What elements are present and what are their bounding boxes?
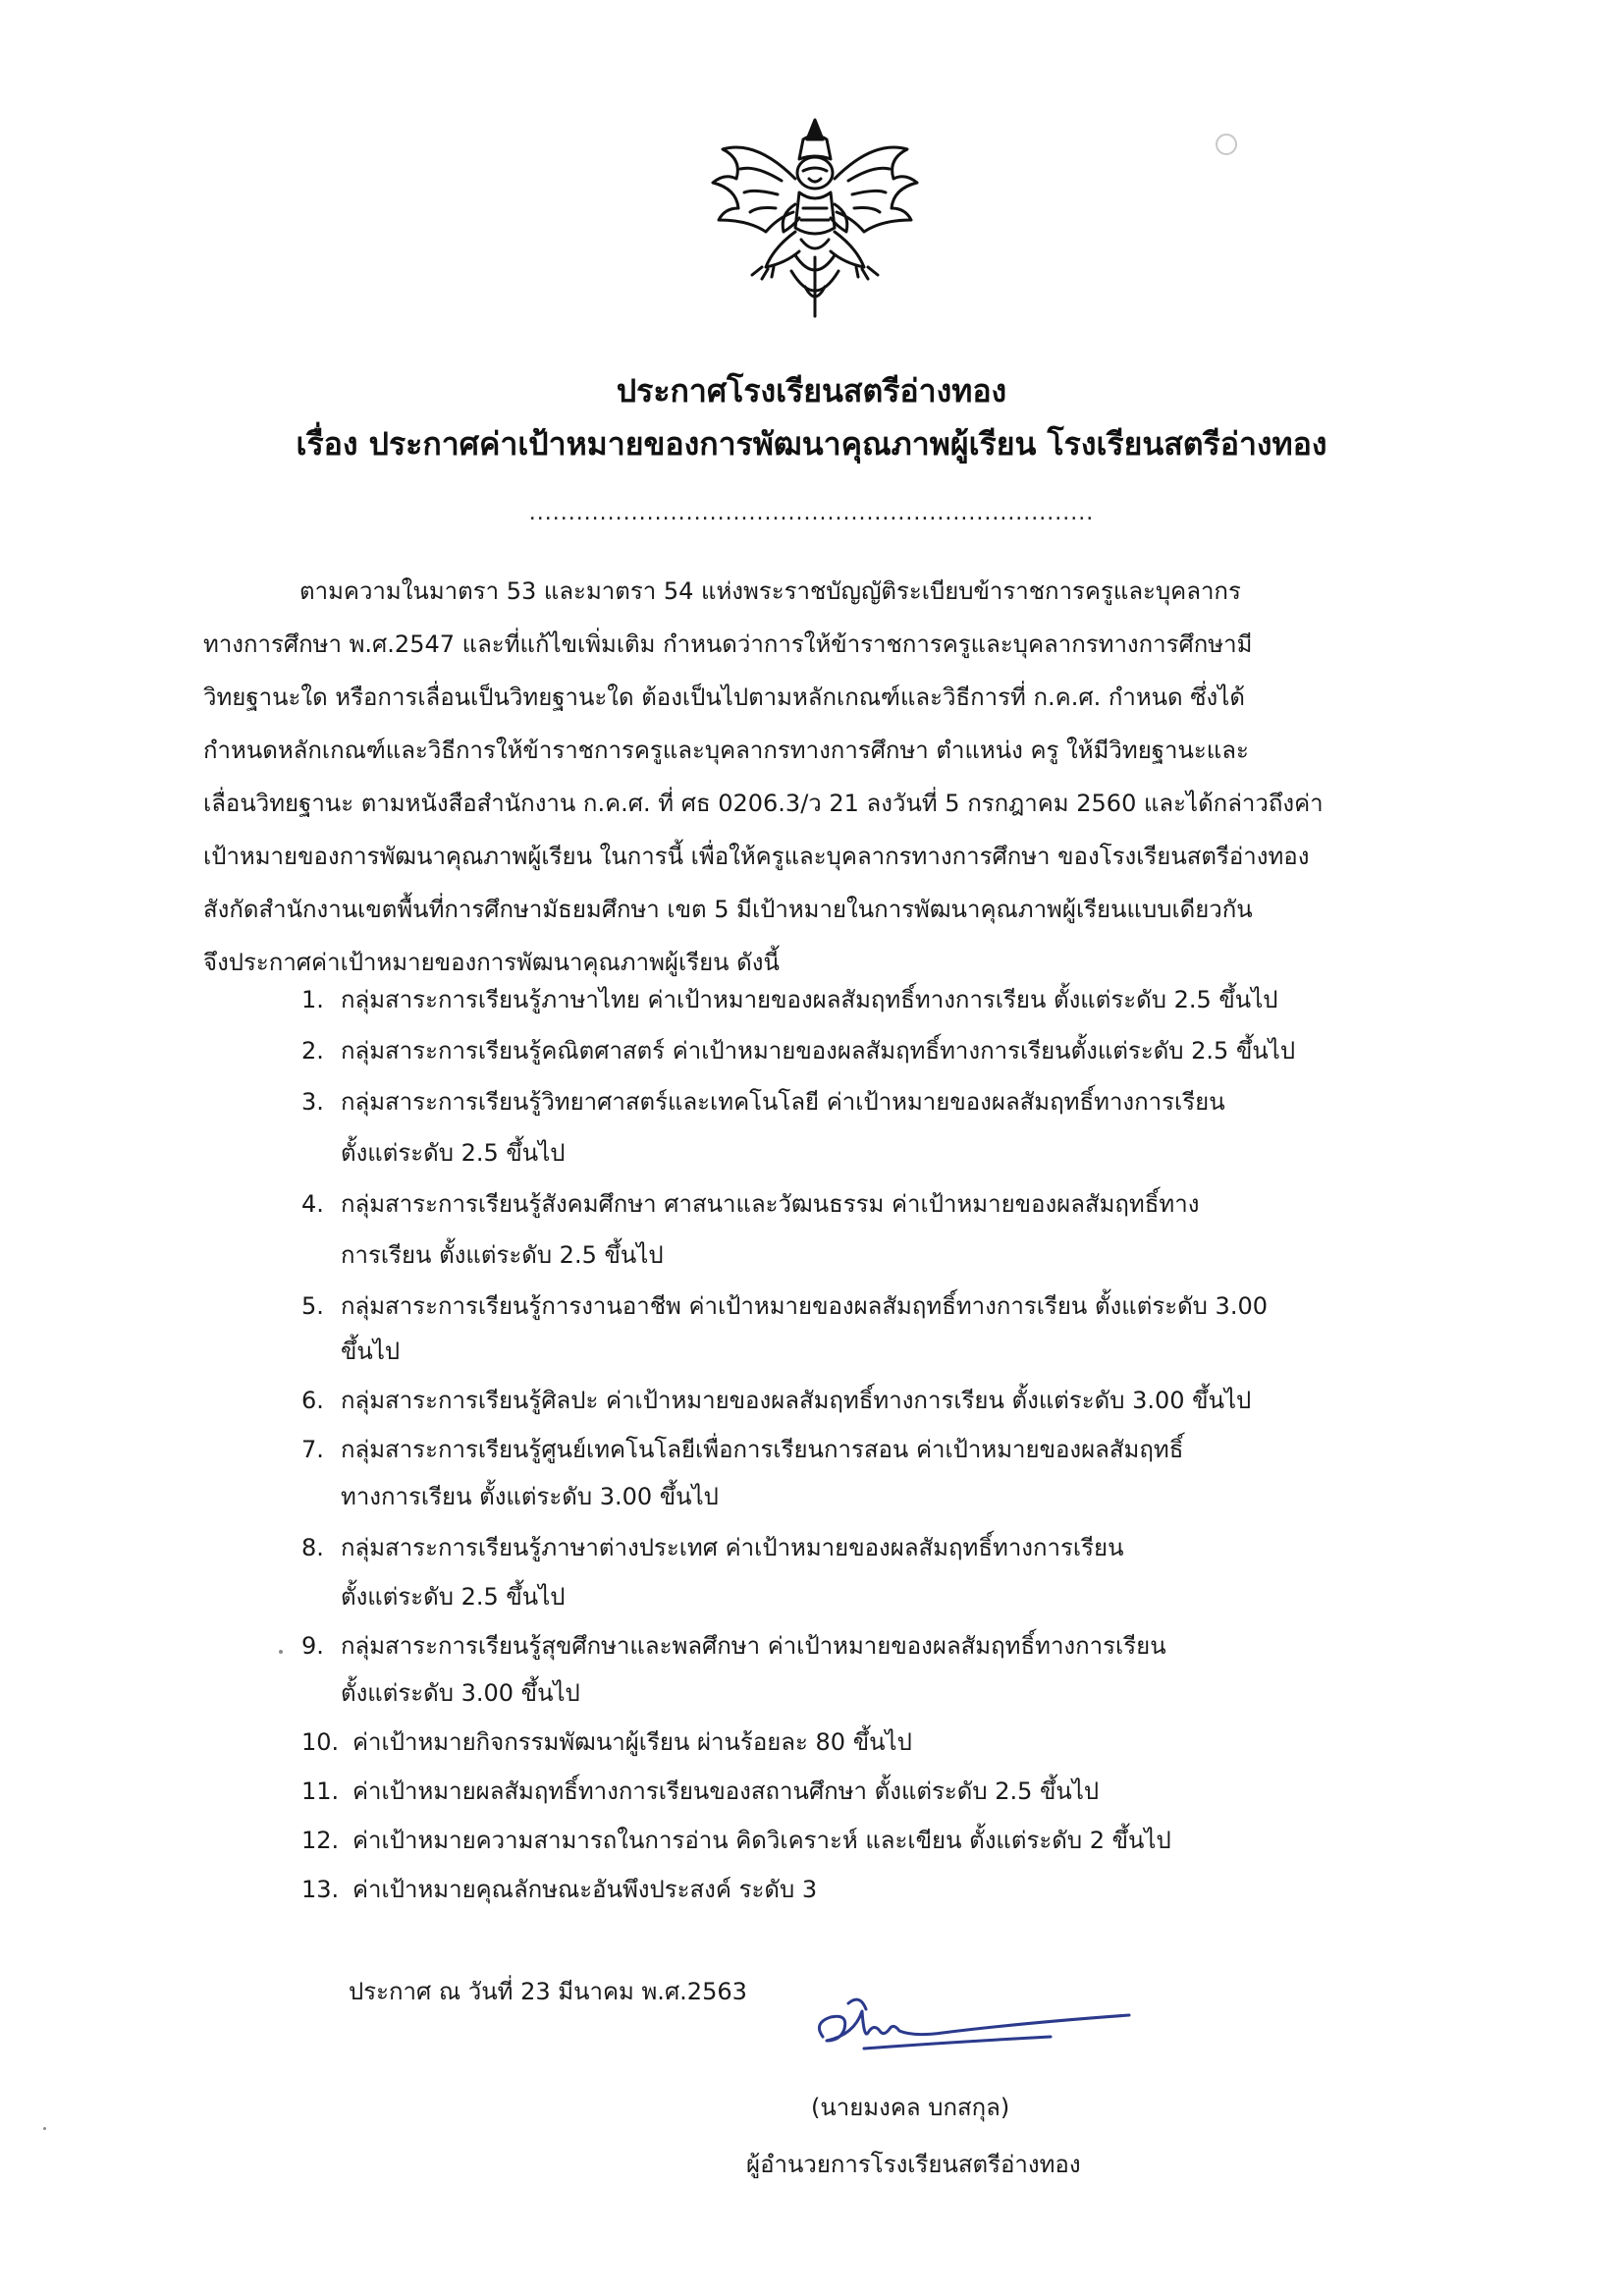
title-separator: ........................................................................ (528, 501, 1095, 525)
paragraph-line: ตามความในมาตรา 53 และมาตรา 54 แห่งพระราชบัญญัติระเบียบข้าราชการครูและบุคลากร (299, 577, 1241, 605)
scan-speck (1216, 134, 1237, 155)
paragraph-line: จึงประกาศค่าเป้าหมายของการพัฒนาคุณภาพผู้เรียน ดังนี้ (203, 949, 780, 976)
list-item-text: กลุ่มสาระการเรียนรู้การงานอาชีพ ค่าเป้าหมายของผลสัมฤทธิ์ทางการเรียน ตั้งแต่ระดับ 3.00 (341, 1292, 1268, 1320)
signer-position: ผู้อำนวยการโรงเรียนสตรีอ่างทอง (746, 2151, 1081, 2178)
list-item (301, 1430, 1183, 1469)
list-item (301, 1381, 1251, 1420)
list-item-number: 1. (301, 986, 324, 1013)
list-item-continuation: ขึ้นไป (341, 1338, 401, 1365)
signature-icon (805, 1980, 1139, 2068)
scan-speck (43, 2127, 46, 2130)
list-item-number: 13. (301, 1876, 340, 1903)
document-subject: เรื่อง ประกาศค่าเป้าหมายของการพัฒนาคุณภาพผู้เรียน โรงเรียนสตรีอ่างทอง (296, 425, 1327, 463)
list-item-number: 9. (301, 1632, 324, 1660)
list-item-text: ค่าเป้าหมายกิจกรรมพัฒนาผู้เรียน ผ่านร้อยละ 80 ขึ้นไป (352, 1728, 912, 1756)
list-item (301, 1772, 1099, 1811)
list-item-text: กลุ่มสาระการเรียนรู้ภาษาต่างประเทศ ค่าเป้าหมายของผลสัมฤทธิ์ทางการเรียน (341, 1534, 1124, 1561)
list-item-text: กลุ่มสาระการเรียนรู้สุขศึกษาและพลศึกษา ค่าเป้าหมายของผลสัมฤทธิ์ทางการเรียน (341, 1632, 1166, 1660)
scan-speck (279, 1650, 283, 1654)
list-item-number: 2. (301, 1037, 324, 1065)
list-item (301, 1031, 1295, 1070)
list-item-number: 3. (301, 1088, 324, 1116)
list-item-text: ค่าเป้าหมายผลสัมฤทธิ์ทางการเรียนของสถานศึกษา ตั้งแต่ระดับ 2.5 ขึ้นไป (352, 1777, 1100, 1805)
paragraph-line: ทางการศึกษา พ.ศ.2547 และที่แก้ไขเพิ่มเติม กำหนดว่าการให้ข้าราชการครูและบุคลากรทางการศึกษามี (203, 630, 1253, 658)
list-item (301, 1082, 1225, 1121)
list-item-continuation: การเรียน ตั้งแต่ระดับ 2.5 ขึ้นไป (341, 1241, 664, 1269)
list-item-text: กลุ่มสาระการเรียนรู้วิทยาศาสตร์และเทคโนโลยี ค่าเป้าหมายของผลสัมฤทธิ์ทางการเรียน (341, 1088, 1225, 1116)
list-item-text: กลุ่มสาระการเรียนรู้คณิตศาสตร์ ค่าเป้าหมายของผลสัมฤทธิ์ทางการเรียนตั้งแต่ระดับ 2.5 ขึ้นไป (341, 1037, 1296, 1065)
garuda-emblem-icon (697, 110, 933, 326)
declaration-date: ประกาศ ณ วันที่ 23 มีนาคม พ.ศ.2563 (349, 1978, 747, 2005)
list-item-continuation: ทางการเรียน ตั้งแต่ระดับ 3.00 ขึ้นไป (341, 1483, 719, 1510)
list-item-number: 4. (301, 1190, 324, 1218)
paragraph-line: วิทยฐานะใด หรือการเลื่อนเป็นวิทยฐานะใด ต้องเป็นไปตามหลักเกณฑ์และวิธีการที่ ก.ค.ศ. กำหนด ซึ่งได้ (203, 683, 1245, 711)
list-item (301, 1722, 912, 1762)
paragraph-line: เลื่อนวิทยฐานะ ตามหนังสือสำนักงาน ก.ค.ศ. ที่ ศธ 0206.3/ว 21 ลงวันที่ 5 กรกฎาคม 2560 และได้กล่าวถึงค่า (203, 790, 1324, 817)
list-item-text: กลุ่มสาระการเรียนรู้ภาษาไทย ค่าเป้าหมายของผลสัมฤทธิ์ทางการเรียน ตั้งแต่ระดับ 2.5 ขึ้นไป (341, 986, 1278, 1013)
list-item (301, 980, 1278, 1019)
list-item-text: กลุ่มสาระการเรียนรู้สังคมศึกษา ศาสนาและวัฒนธรรม ค่าเป้าหมายของผลสัมฤทธิ์ทาง (341, 1190, 1200, 1218)
list-item (301, 1626, 1166, 1666)
list-item (301, 1184, 1199, 1224)
signer-name: (นายมงคล บกสกุล) (811, 2094, 1010, 2121)
document-title: ประกาศโรงเรียนสตรีอ่างทอง (616, 372, 1007, 410)
list-item-continuation: ตั้งแต่ระดับ 2.5 ขึ้นไป (341, 1583, 566, 1611)
list-item-number: 8. (301, 1534, 324, 1561)
list-item-continuation: ตั้งแต่ระดับ 3.00 ขึ้นไป (341, 1679, 580, 1707)
list-item-number: 11. (301, 1777, 340, 1805)
list-item (301, 1286, 1268, 1326)
list-item-text: ค่าเป้าหมายความสามารถในการอ่าน คิดวิเคราะห์ และเขียน ตั้งแต่ระดับ 2 ขึ้นไป (352, 1827, 1171, 1854)
list-item (301, 1870, 817, 1909)
list-item-text: กลุ่มสาระการเรียนรู้ศูนย์เทคโนโลยีเพื่อการเรียนการสอน ค่าเป้าหมายของผลสัมฤทธิ์ (341, 1436, 1184, 1463)
list-item-number: 12. (301, 1827, 340, 1854)
list-item-text: ค่าเป้าหมายคุณลักษณะอันพึงประสงค์ ระดับ 3 (352, 1876, 818, 1903)
paragraph-line: เป้าหมายของการพัฒนาคุณภาพผู้เรียน ในการนี้ เพื่อให้ครูและบุคลากรทางการศึกษา ของโรงเรียนสตรีอ่างทอง (203, 843, 1310, 870)
list-item-number: 7. (301, 1436, 324, 1463)
list-item-number: 10. (301, 1728, 340, 1756)
list-item (301, 1821, 1171, 1860)
list-item-continuation: ตั้งแต่ระดับ 2.5 ขึ้นไป (341, 1139, 566, 1167)
paragraph-line: กำหนดหลักเกณฑ์และวิธีการให้ข้าราชการครูและบุคลากรทางการศึกษา ตำแหน่ง ครู ให้มีวิทยฐานะและ (203, 737, 1249, 764)
list-item-text: กลุ่มสาระการเรียนรู้ศิลปะ ค่าเป้าหมายของผลสัมฤทธิ์ทางการเรียน ตั้งแต่ระดับ 3.00 ขึ้นไป (341, 1387, 1252, 1414)
list-item-number: 6. (301, 1387, 324, 1414)
paragraph-line: สังกัดสำนักงานเขตพื้นที่การศึกษามัธยมศึกษา เขต 5 มีเป้าหมายในการพัฒนาคุณภาพผู้เรียนแบบเดียวกัน (203, 896, 1253, 923)
list-item-number: 5. (301, 1292, 324, 1320)
list-item (301, 1528, 1123, 1567)
